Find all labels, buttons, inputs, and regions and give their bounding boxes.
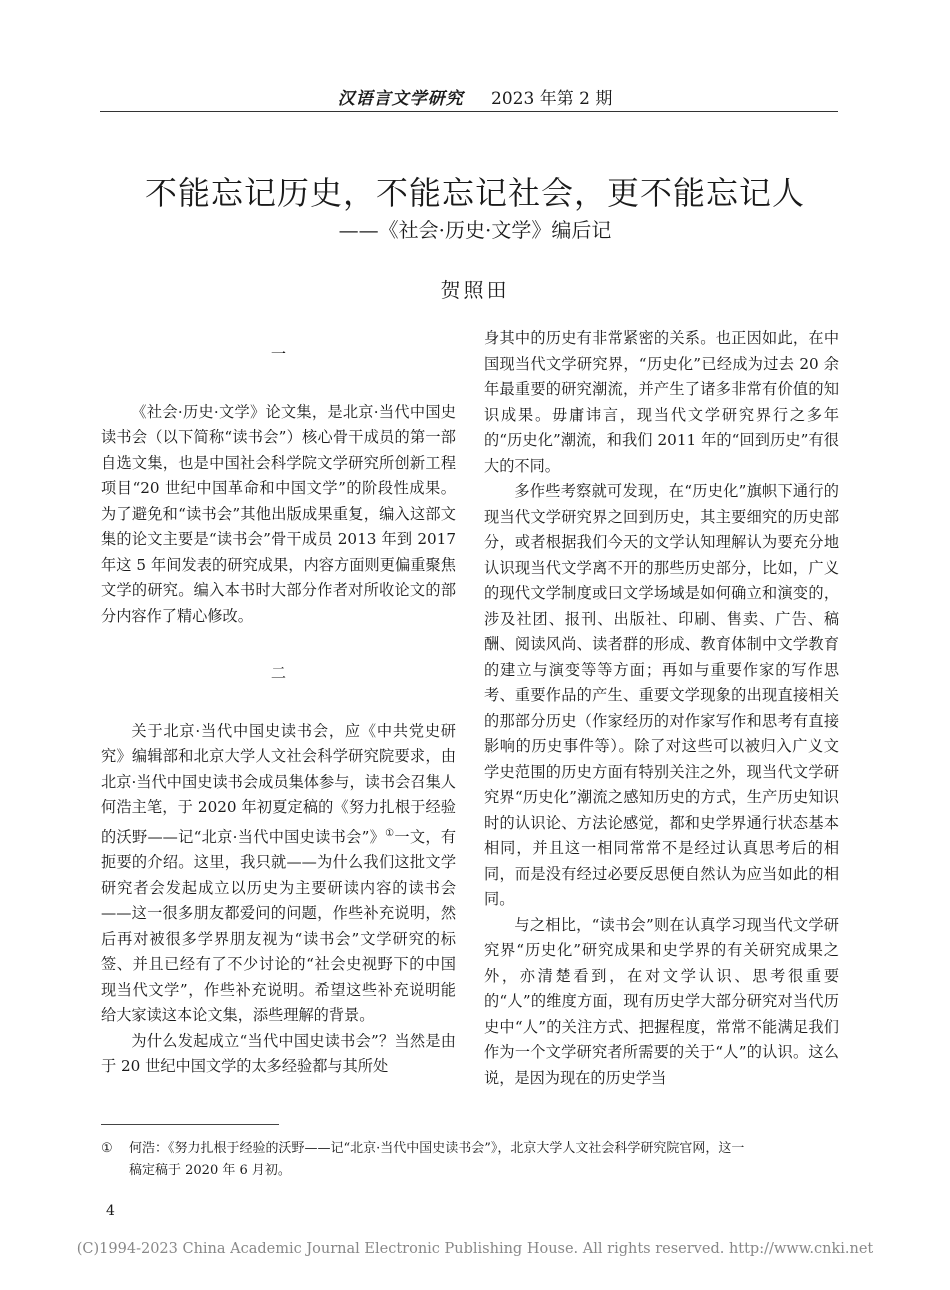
section-heading-2: 二 bbox=[270, 664, 287, 682]
paragraph: 多作些考察就可发现，在“历史化”旗帜下通行的现当代文学研究界之回到历史，其主要细究的历史部分，或者根据我们今天的文学认知理解认为要充分地认识现当代文学离不开的那些历史部分，比如，广义的现代文学制度或曰文学场域是如何确立和演变的，涉及社团、报刊、出版社、印刷、售卖、广告、稿酬、阅读风尚、读者群的形成、教育体制中文学教育的建立与演变等等方面；再如与重要作家的写作思考、重要作品的产生、重要文学现象的出现直接相关的那部分历史（作家经历的对作家写作和思考有直接影响的历史事件等）。除了对这些可以被归入广义文学史范围的历史方面有特别关注之外，现当代文学研究界“历史化”潮流之感知历史的方式，生产历史知识时的认识论、方法论感觉，都和史学界通行状态基本相同，并且这一相同常常不是经过认真思考后的相同，而是没有经过必要反思便自然认为应当如此的相同。 bbox=[484, 482, 839, 908]
section-heading-1: 一 bbox=[270, 345, 287, 363]
paragraph: 《社会·历史·文学》论文集，是北京·当代中国史读书会（以下简称“读书会”）核心骨干成员的第一部自选文集，也是中国社会科学院文学研究所创新工程项目“20 世纪中国革命和中国文学”的阶段性成果。为了避免和“读书会”其他出版成果重复，编入这部文集的论文主要是“读书会”骨干成员 2013 年到 2017 年这 5 年间发表的研究成果，内容方面则更偏重聚焦文学的研究。编入本书时大部分作者对所收论文的部分内容作了精心修改。 bbox=[101, 402, 456, 625]
footnote bbox=[101, 1138, 839, 1182]
footnote-mark: ① bbox=[101, 1141, 113, 1156]
journal-name: 汉语言文学研究 bbox=[337, 89, 464, 109]
footnote-reference[interactable]: ① bbox=[385, 827, 395, 839]
article-author: 贺照田 bbox=[440, 278, 510, 302]
footnote-text-line2: 稿定稿于 2020 年 6 月初。 bbox=[129, 1163, 291, 1178]
paragraph-continued: 身其中的历史有非常紧密的关系。也正因如此，在中国现当代文学研究界，“历史化”已经成为过去 20 余年最重要的研究潮流，并产生了诸多非常有价值的知识成果。毋庸讳言，现当代文学研究界行之多年的“历史化”潮流，和我们 2011 年的“回到历史”有很大的不同。 bbox=[484, 329, 839, 475]
paragraph: 为什么发起成立“当代中国史读书会”？当然是由于 20 世纪中国文学的太多经验都与其所处 bbox=[101, 1031, 456, 1076]
paragraph-text: 一文，有扼要的介绍。这里，我只就——为什么我们这批文学研究者会发起成立以历史为主要研读内容的读书会——这一很多朋友都爱问的问题，作些补充说明，然后再对被很多学界朋友视为“读书会”文学研究的标签、并且已经有了不少讨论的“社会史视野下的中国现当代文学”，作些补充说明。希望这些补充说明能给大家读这本论文集，添些理解的背景。 bbox=[101, 827, 457, 1025]
right-column bbox=[484, 326, 839, 1091]
footnote-rule bbox=[101, 1124, 279, 1125]
left-column bbox=[101, 342, 456, 1080]
paragraph-text: 关于北京·当代中国史读书会，应《中共党史研究》编辑部和北京大学人文社会科学研究院要求，由北京·当代中国史读书会成员集体参与，读书会召集人何浩主笔，于 2020 年初夏定稿的《努力扎根于经验的沃野——记“北京·当代中国史读书会”》 bbox=[101, 721, 456, 846]
page-number: 4 bbox=[106, 1203, 115, 1219]
running-header bbox=[0, 84, 950, 109]
paragraph bbox=[101, 719, 456, 1029]
footnote-text: 何浩：《努力扎根于经验的沃野——记“北京·当代中国史读书会”》，北京大学人文社会科学研究院官网，这一 bbox=[129, 1141, 745, 1156]
header-rule bbox=[100, 111, 838, 112]
article-subtitle: ——《社会·历史·文学》编后记 bbox=[338, 218, 612, 242]
paragraph: 与之相比，“读书会”则在认真学习现当代文学研究界“历史化”研究成果和史学界的有关研究成果之外，亦清楚看到，在对文学认识、思考很重要的“人”的维度方面，现有历史学大部分研究对当代历史中“人”的关注方式、把握程度，常常不能满足我们作为一个文学研究者所需要的关于“人”的认识。这么说，是因为现在的历史学当 bbox=[484, 915, 839, 1087]
copyright-notice: (C)1994-2023 China Academic Journal Electronic Publishing House. All rights reserved. http://www.cnki.net bbox=[76, 1241, 874, 1257]
issue-label: 2023 年第 2 期 bbox=[491, 89, 613, 109]
article-title: 不能忘记历史，不能忘记社会，更不能忘记人 bbox=[144, 174, 805, 212]
